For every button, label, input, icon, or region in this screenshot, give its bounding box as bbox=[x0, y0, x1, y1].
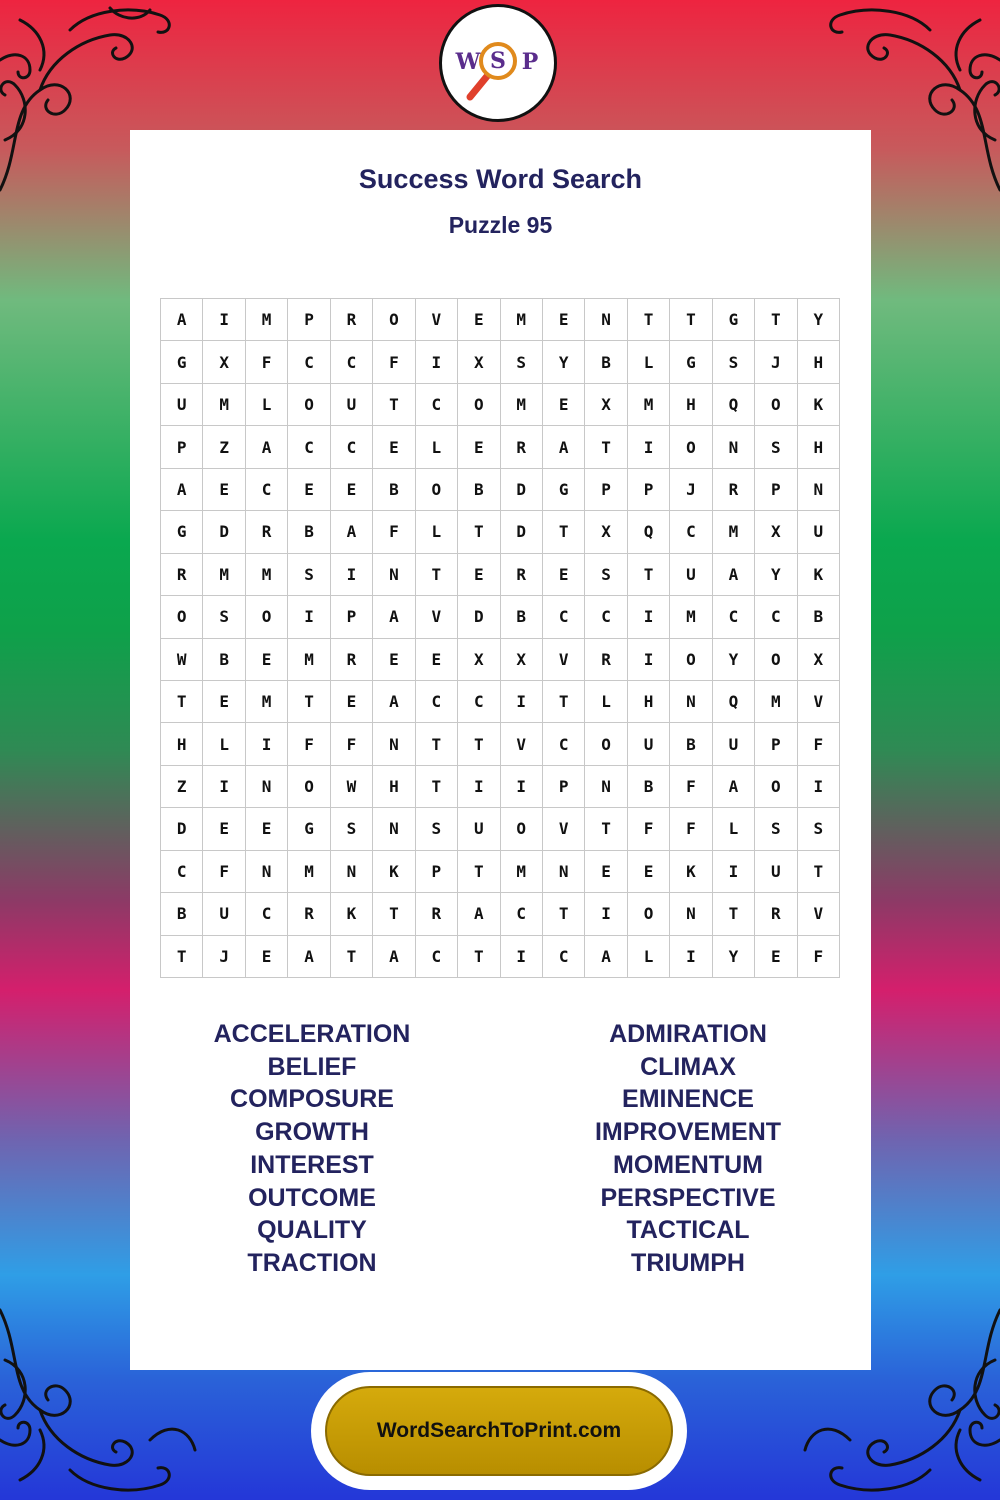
grid-cell[interactable]: E bbox=[543, 384, 585, 426]
word-list-item: ADMIRATION bbox=[609, 1020, 767, 1048]
grid-cell[interactable]: E bbox=[458, 426, 500, 468]
grid-cell[interactable]: O bbox=[373, 299, 415, 341]
grid-cell[interactable]: A bbox=[161, 299, 203, 341]
grid-cell[interactable]: E bbox=[203, 469, 245, 511]
grid-cell[interactable]: Q bbox=[713, 681, 755, 723]
grid-cell[interactable]: K bbox=[373, 851, 415, 893]
grid-cell[interactable]: T bbox=[161, 681, 203, 723]
grid-cell[interactable]: C bbox=[543, 596, 585, 638]
magnifier-icon bbox=[448, 13, 548, 113]
word-list-item: BELIEF bbox=[267, 1052, 357, 1081]
word-list-item: PERSPECTIVE bbox=[600, 1183, 776, 1212]
grid-cell[interactable]: R bbox=[755, 893, 797, 935]
grid-cell[interactable]: C bbox=[670, 511, 712, 553]
grid-cell[interactable]: U bbox=[458, 808, 500, 850]
grid-cell[interactable]: M bbox=[501, 384, 543, 426]
grid-cell[interactable]: U bbox=[713, 723, 755, 765]
grid-cell[interactable]: O bbox=[288, 766, 330, 808]
grid-cell[interactable]: I bbox=[501, 681, 543, 723]
grid-cell[interactable]: D bbox=[458, 596, 500, 638]
grid-cell[interactable]: T bbox=[458, 723, 500, 765]
grid-cell[interactable]: A bbox=[373, 936, 415, 978]
grid-cell[interactable]: F bbox=[203, 851, 245, 893]
grid-cell[interactable]: F bbox=[628, 808, 670, 850]
grid-cell[interactable]: T bbox=[543, 893, 585, 935]
word-list-item: TRACTION bbox=[247, 1248, 377, 1277]
grid-cell[interactable]: P bbox=[755, 469, 797, 511]
grid-cell[interactable]: N bbox=[373, 808, 415, 850]
grid-cell[interactable]: L bbox=[203, 723, 245, 765]
grid-cell[interactable]: F bbox=[288, 723, 330, 765]
grid-cell[interactable]: C bbox=[331, 341, 373, 383]
grid-cell[interactable]: I bbox=[331, 554, 373, 596]
wsp-logo bbox=[439, 4, 557, 122]
grid-cell[interactable]: S bbox=[585, 554, 627, 596]
grid-cell[interactable]: G bbox=[161, 341, 203, 383]
grid-cell[interactable]: N bbox=[373, 554, 415, 596]
grid-cell[interactable]: C bbox=[755, 596, 797, 638]
grid-cell[interactable]: O bbox=[416, 469, 458, 511]
grid-cell[interactable]: R bbox=[501, 426, 543, 468]
grid-cell[interactable]: H bbox=[628, 681, 670, 723]
grid-cell[interactable]: T bbox=[416, 554, 458, 596]
grid-cell[interactable]: J bbox=[203, 936, 245, 978]
grid-cell[interactable]: M bbox=[288, 639, 330, 681]
grid-cell[interactable]: N bbox=[670, 893, 712, 935]
grid-cell[interactable]: X bbox=[458, 639, 500, 681]
grid-cell[interactable]: C bbox=[543, 723, 585, 765]
grid-cell[interactable]: G bbox=[713, 299, 755, 341]
grid-cell[interactable]: O bbox=[585, 723, 627, 765]
grid-cell[interactable]: A bbox=[458, 893, 500, 935]
word-list-right bbox=[538, 1018, 838, 1280]
grid-cell[interactable]: T bbox=[161, 936, 203, 978]
grid-cell[interactable]: Q bbox=[628, 511, 670, 553]
grid-cell[interactable]: S bbox=[288, 554, 330, 596]
grid-cell[interactable]: T bbox=[458, 851, 500, 893]
grid-cell[interactable]: T bbox=[373, 384, 415, 426]
grid-cell[interactable]: V bbox=[501, 723, 543, 765]
grid-cell[interactable]: I bbox=[585, 893, 627, 935]
grid-cell[interactable]: I bbox=[458, 766, 500, 808]
grid-cell[interactable]: M bbox=[501, 851, 543, 893]
grid-cell[interactable]: L bbox=[416, 511, 458, 553]
grid-cell[interactable]: A bbox=[288, 936, 330, 978]
grid-cell[interactable]: R bbox=[585, 639, 627, 681]
grid-cell[interactable]: Y bbox=[798, 299, 840, 341]
grid-cell[interactable]: I bbox=[628, 426, 670, 468]
grid-cell[interactable]: T bbox=[755, 299, 797, 341]
grid-cell[interactable]: X bbox=[755, 511, 797, 553]
grid-cell[interactable]: F bbox=[798, 723, 840, 765]
grid-cell[interactable]: W bbox=[331, 766, 373, 808]
grid-cell[interactable]: L bbox=[628, 341, 670, 383]
grid-cell[interactable]: F bbox=[331, 723, 373, 765]
grid-cell[interactable]: E bbox=[331, 469, 373, 511]
grid-cell[interactable]: T bbox=[585, 808, 627, 850]
grid-cell[interactable]: U bbox=[331, 384, 373, 426]
grid-cell[interactable]: H bbox=[373, 766, 415, 808]
grid-cell[interactable]: S bbox=[501, 341, 543, 383]
grid-cell[interactable]: C bbox=[585, 596, 627, 638]
puzzle-number: Puzzle 95 bbox=[448, 212, 553, 238]
grid-cell[interactable]: P bbox=[161, 426, 203, 468]
grid-cell[interactable]: R bbox=[501, 554, 543, 596]
grid-cell[interactable]: E bbox=[203, 681, 245, 723]
word-list-item: IMPROVEMENT bbox=[594, 1118, 782, 1147]
grid-cell[interactable]: T bbox=[288, 681, 330, 723]
logo-letter-s: S bbox=[490, 48, 506, 74]
grid-cell[interactable]: T bbox=[458, 511, 500, 553]
grid-cell[interactable]: F bbox=[373, 511, 415, 553]
grid-cell[interactable]: R bbox=[331, 299, 373, 341]
grid-cell[interactable]: T bbox=[373, 893, 415, 935]
grid-cell[interactable]: M bbox=[246, 681, 288, 723]
grid-cell[interactable]: H bbox=[670, 384, 712, 426]
grid-cell[interactable]: R bbox=[331, 639, 373, 681]
grid-cell[interactable]: N bbox=[331, 851, 373, 893]
letter-grid bbox=[160, 298, 840, 978]
grid-cell[interactable]: B bbox=[670, 723, 712, 765]
grid-cell[interactable]: T bbox=[543, 511, 585, 553]
grid-cell[interactable]: B bbox=[501, 596, 543, 638]
grid-cell[interactable]: P bbox=[585, 469, 627, 511]
grid-cell[interactable]: I bbox=[670, 936, 712, 978]
grid-cell[interactable]: X bbox=[585, 384, 627, 426]
grid-cell[interactable]: M bbox=[628, 384, 670, 426]
grid-cell[interactable]: S bbox=[203, 596, 245, 638]
grid-cell[interactable]: O bbox=[501, 808, 543, 850]
grid-cell[interactable]: W bbox=[161, 639, 203, 681]
grid-cell[interactable]: E bbox=[331, 681, 373, 723]
grid-cell[interactable]: O bbox=[288, 384, 330, 426]
grid-cell[interactable]: N bbox=[585, 299, 627, 341]
grid-cell[interactable]: E bbox=[543, 299, 585, 341]
grid-cell[interactable]: C bbox=[458, 681, 500, 723]
grid-cell[interactable]: X bbox=[585, 511, 627, 553]
grid-cell[interactable]: B bbox=[373, 469, 415, 511]
grid-cell[interactable]: L bbox=[585, 681, 627, 723]
grid-cell[interactable]: R bbox=[713, 469, 755, 511]
grid-cell[interactable]: V bbox=[416, 596, 458, 638]
grid-cell[interactable]: T bbox=[416, 723, 458, 765]
grid-cell[interactable]: L bbox=[246, 384, 288, 426]
grid-cell[interactable]: K bbox=[798, 384, 840, 426]
grid-cell[interactable]: I bbox=[203, 299, 245, 341]
grid-cell[interactable]: Z bbox=[161, 766, 203, 808]
word-list-item: INTEREST bbox=[250, 1150, 374, 1179]
word-list-item: CLIMAX bbox=[640, 1052, 736, 1081]
grid-cell[interactable]: T bbox=[670, 299, 712, 341]
puzzle-sheet bbox=[130, 130, 871, 1370]
grid-cell[interactable]: U bbox=[670, 554, 712, 596]
grid-cell[interactable]: U bbox=[798, 511, 840, 553]
grid-cell[interactable]: G bbox=[161, 511, 203, 553]
grid-cell[interactable]: C bbox=[246, 469, 288, 511]
grid-cell[interactable]: V bbox=[416, 299, 458, 341]
grid-cell[interactable]: I bbox=[246, 723, 288, 765]
word-list-item: ACCELERATION bbox=[213, 1020, 411, 1048]
grid-cell[interactable]: C bbox=[713, 596, 755, 638]
grid-cell[interactable]: F bbox=[246, 341, 288, 383]
grid-cell[interactable]: M bbox=[203, 554, 245, 596]
grid-cell[interactable]: K bbox=[798, 554, 840, 596]
grid-cell[interactable]: O bbox=[628, 893, 670, 935]
grid-cell[interactable]: U bbox=[755, 851, 797, 893]
word-list-item: MOMENTUM bbox=[613, 1150, 763, 1179]
grid-cell[interactable]: N bbox=[585, 766, 627, 808]
grid-cell[interactable]: E bbox=[458, 554, 500, 596]
logo-letter-w: W bbox=[455, 49, 481, 75]
grid-cell[interactable]: D bbox=[501, 469, 543, 511]
grid-cell[interactable]: D bbox=[203, 511, 245, 553]
grid-cell[interactable]: O bbox=[670, 639, 712, 681]
grid-cell[interactable]: G bbox=[543, 469, 585, 511]
grid-cell[interactable]: S bbox=[798, 808, 840, 850]
word-list-item: EMINENCE bbox=[622, 1085, 754, 1114]
grid-cell[interactable]: E bbox=[203, 808, 245, 850]
grid-cell[interactable]: M bbox=[755, 681, 797, 723]
word-list-item: QUALITY bbox=[257, 1216, 367, 1245]
grid-cell[interactable]: E bbox=[288, 469, 330, 511]
logo-letter-p: P bbox=[521, 49, 539, 75]
grid-cell[interactable]: P bbox=[416, 851, 458, 893]
grid-cell[interactable]: C bbox=[416, 681, 458, 723]
grid-cell[interactable]: M bbox=[670, 596, 712, 638]
grid-cell[interactable]: M bbox=[713, 511, 755, 553]
grid-cell[interactable]: O bbox=[755, 766, 797, 808]
grid-cell[interactable]: N bbox=[373, 723, 415, 765]
grid-cell[interactable]: O bbox=[161, 596, 203, 638]
grid-cell[interactable]: M bbox=[288, 851, 330, 893]
grid-cell[interactable]: J bbox=[670, 469, 712, 511]
grid-cell[interactable]: K bbox=[670, 851, 712, 893]
grid-cell[interactable]: H bbox=[161, 723, 203, 765]
grid-cell[interactable]: E bbox=[246, 808, 288, 850]
grid-cell[interactable]: X bbox=[501, 639, 543, 681]
word-list-item: TACTICAL bbox=[626, 1216, 750, 1245]
grid-cell[interactable]: E bbox=[416, 639, 458, 681]
grid-cell[interactable]: A bbox=[373, 681, 415, 723]
grid-cell[interactable]: B bbox=[798, 596, 840, 638]
grid-cell[interactable]: O bbox=[246, 596, 288, 638]
grid-cell[interactable]: D bbox=[501, 511, 543, 553]
grid-cell[interactable]: I bbox=[288, 596, 330, 638]
grid-cell[interactable]: I bbox=[501, 766, 543, 808]
grid-cell[interactable]: U bbox=[628, 723, 670, 765]
grid-cell[interactable]: Y bbox=[543, 341, 585, 383]
grid-cell[interactable]: B bbox=[288, 511, 330, 553]
grid-cell[interactable]: K bbox=[331, 893, 373, 935]
grid-cell[interactable]: I bbox=[501, 936, 543, 978]
grid-cell[interactable]: A bbox=[713, 554, 755, 596]
grid-cell[interactable]: B bbox=[161, 893, 203, 935]
grid-cell[interactable]: E bbox=[458, 299, 500, 341]
grid-cell[interactable]: D bbox=[161, 808, 203, 850]
grid-cell[interactable]: O bbox=[670, 426, 712, 468]
grid-cell[interactable]: R bbox=[288, 893, 330, 935]
grid-cell[interactable]: C bbox=[501, 893, 543, 935]
grid-cell[interactable]: A bbox=[543, 426, 585, 468]
grid-cell[interactable]: B bbox=[628, 766, 670, 808]
grid-cell[interactable]: P bbox=[628, 469, 670, 511]
grid-cell[interactable]: Y bbox=[755, 554, 797, 596]
grid-cell[interactable]: C bbox=[246, 893, 288, 935]
grid-cell[interactable]: T bbox=[458, 936, 500, 978]
grid-cell[interactable]: C bbox=[161, 851, 203, 893]
grid-cell[interactable]: G bbox=[670, 341, 712, 383]
grid-cell[interactable]: V bbox=[798, 893, 840, 935]
word-list-item: COMPOSURE bbox=[230, 1085, 394, 1114]
grid-cell[interactable]: Y bbox=[713, 936, 755, 978]
grid-cell[interactable]: Y bbox=[713, 639, 755, 681]
grid-cell[interactable]: S bbox=[713, 341, 755, 383]
grid-cell[interactable]: F bbox=[373, 341, 415, 383]
grid-cell[interactable]: T bbox=[713, 893, 755, 935]
grid-cell[interactable]: A bbox=[585, 936, 627, 978]
grid-cell[interactable]: E bbox=[373, 426, 415, 468]
grid-cell[interactable]: V bbox=[543, 639, 585, 681]
website-badge[interactable] bbox=[325, 1386, 673, 1476]
grid-cell[interactable]: I bbox=[628, 639, 670, 681]
grid-cell[interactable]: E bbox=[373, 639, 415, 681]
grid-cell[interactable]: T bbox=[416, 766, 458, 808]
grid-cell[interactable]: N bbox=[543, 851, 585, 893]
grid-cell[interactable]: T bbox=[331, 936, 373, 978]
grid-cell[interactable]: F bbox=[670, 808, 712, 850]
grid-cell[interactable]: A bbox=[331, 511, 373, 553]
grid-cell[interactable]: H bbox=[798, 341, 840, 383]
grid-cell[interactable]: C bbox=[288, 426, 330, 468]
grid-cell[interactable]: X bbox=[458, 341, 500, 383]
grid-cell[interactable]: V bbox=[543, 808, 585, 850]
page-title: Success Word Search bbox=[358, 164, 643, 194]
grid-cell[interactable]: N bbox=[798, 469, 840, 511]
website-banner bbox=[311, 1372, 687, 1490]
word-list-item: TRIUMPH bbox=[631, 1248, 745, 1277]
grid-cell[interactable]: U bbox=[161, 384, 203, 426]
grid-cell[interactable]: N bbox=[670, 681, 712, 723]
grid-cell[interactable]: P bbox=[331, 596, 373, 638]
website-link[interactable]: WordSearchToPrint.com bbox=[376, 1419, 622, 1442]
grid-cell[interactable]: B bbox=[458, 469, 500, 511]
grid-cell[interactable]: N bbox=[713, 426, 755, 468]
grid-cell[interactable]: T bbox=[628, 554, 670, 596]
grid-cell[interactable]: X bbox=[203, 341, 245, 383]
grid-cell[interactable]: T bbox=[628, 299, 670, 341]
word-list-item: GROWTH bbox=[255, 1118, 369, 1147]
grid-cell[interactable]: T bbox=[543, 681, 585, 723]
grid-cell[interactable]: E bbox=[543, 554, 585, 596]
grid-cell[interactable]: O bbox=[458, 384, 500, 426]
grid-cell[interactable]: E bbox=[585, 851, 627, 893]
grid-cell[interactable]: E bbox=[755, 936, 797, 978]
word-list-left bbox=[162, 1018, 462, 1280]
grid-cell[interactable]: E bbox=[628, 851, 670, 893]
grid-cell[interactable]: R bbox=[246, 511, 288, 553]
grid-cell[interactable]: S bbox=[331, 808, 373, 850]
grid-cell[interactable]: N bbox=[246, 766, 288, 808]
grid-cell[interactable]: E bbox=[246, 639, 288, 681]
grid-cell[interactable]: C bbox=[416, 936, 458, 978]
grid-cell[interactable]: I bbox=[713, 851, 755, 893]
grid-cell[interactable]: X bbox=[798, 639, 840, 681]
grid-cell[interactable]: V bbox=[798, 681, 840, 723]
grid-cell[interactable]: U bbox=[203, 893, 245, 935]
grid-cell[interactable]: H bbox=[798, 426, 840, 468]
grid-cell[interactable]: M bbox=[501, 299, 543, 341]
grid-cell[interactable]: F bbox=[670, 766, 712, 808]
grid-cell[interactable]: I bbox=[628, 596, 670, 638]
grid-cell[interactable]: S bbox=[416, 808, 458, 850]
grid-cell[interactable]: B bbox=[203, 639, 245, 681]
grid-cell[interactable]: Z bbox=[203, 426, 245, 468]
grid-cell[interactable]: O bbox=[755, 639, 797, 681]
grid-cell[interactable]: C bbox=[288, 341, 330, 383]
grid-cell[interactable]: N bbox=[246, 851, 288, 893]
grid-cell[interactable]: M bbox=[246, 299, 288, 341]
grid-cell[interactable]: G bbox=[288, 808, 330, 850]
grid-cell[interactable]: M bbox=[246, 554, 288, 596]
grid-cell[interactable]: I bbox=[416, 341, 458, 383]
grid-cell[interactable]: I bbox=[798, 766, 840, 808]
grid-cell[interactable]: P bbox=[755, 723, 797, 765]
grid-cell[interactable]: J bbox=[755, 341, 797, 383]
grid-cell[interactable]: R bbox=[416, 893, 458, 935]
grid-cell[interactable]: C bbox=[543, 936, 585, 978]
grid-cell[interactable]: S bbox=[755, 808, 797, 850]
grid-cell[interactable]: I bbox=[203, 766, 245, 808]
grid-cell[interactable]: L bbox=[416, 426, 458, 468]
grid-cell[interactable]: T bbox=[798, 851, 840, 893]
grid-cell[interactable]: L bbox=[713, 808, 755, 850]
grid-cell[interactable]: F bbox=[798, 936, 840, 978]
grid-cell[interactable]: L bbox=[628, 936, 670, 978]
grid-cell[interactable]: S bbox=[755, 426, 797, 468]
grid-cell[interactable]: T bbox=[585, 426, 627, 468]
grid-cell[interactable]: E bbox=[246, 936, 288, 978]
grid-cell[interactable]: A bbox=[246, 426, 288, 468]
grid-cell[interactable]: O bbox=[755, 384, 797, 426]
grid-cell[interactable]: A bbox=[161, 469, 203, 511]
grid-cell[interactable]: R bbox=[161, 554, 203, 596]
grid-cell[interactable]: C bbox=[331, 426, 373, 468]
grid-cell[interactable]: P bbox=[543, 766, 585, 808]
word-list-item: OUTCOME bbox=[248, 1183, 376, 1212]
grid-cell[interactable]: P bbox=[288, 299, 330, 341]
grid-cell[interactable]: Q bbox=[713, 384, 755, 426]
grid-cell[interactable]: B bbox=[585, 341, 627, 383]
grid-cell[interactable]: A bbox=[373, 596, 415, 638]
grid-cell[interactable]: M bbox=[203, 384, 245, 426]
grid-cell[interactable]: C bbox=[416, 384, 458, 426]
grid-cell[interactable]: A bbox=[713, 766, 755, 808]
